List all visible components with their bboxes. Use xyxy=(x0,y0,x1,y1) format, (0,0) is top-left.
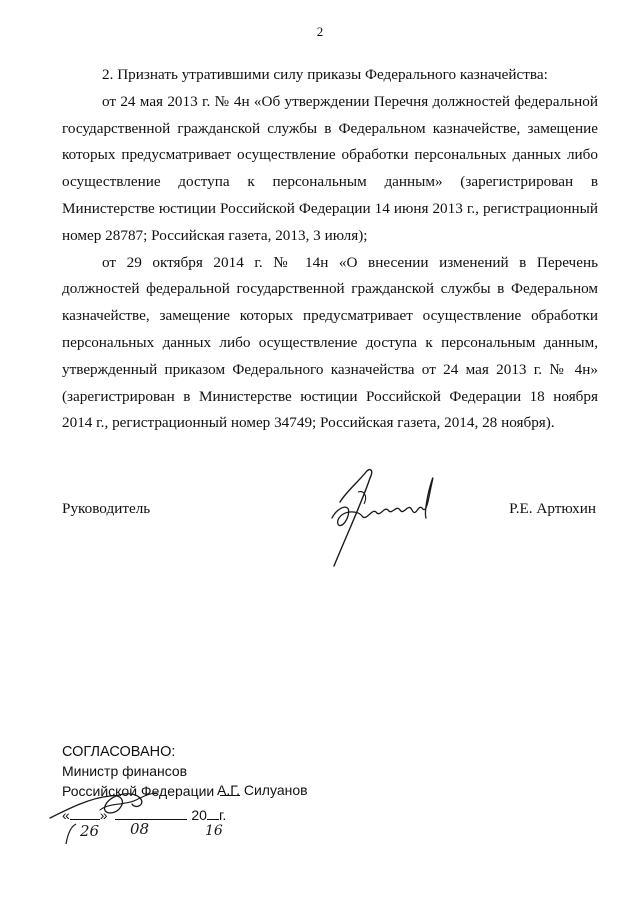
signer-title: Руководитель xyxy=(62,500,151,517)
handwritten-date xyxy=(62,818,252,848)
paragraph-order-2013: от 24 мая 2013 г. № 4н «Об утверждении Перечня должностей федеральной государственной гражданской службы в Федеральном казначействе, замещение которых предусматривает осуществление обработки персональных данных либо осуществление доступа к персональным данным» (зарегистрирован в Министерстве юстиции Российской Федерации 14 июня 2013 г., регистрационный номер 28787; Российская газета, 2013, 3 июля); xyxy=(62,92,598,244)
date-year-prefix: 20 xyxy=(191,807,207,823)
date-day-handwritten: 26 xyxy=(80,822,100,840)
document-body xyxy=(62,62,598,437)
date-month-handwritten: 08 xyxy=(130,820,150,838)
handwritten-signature xyxy=(318,462,448,572)
date-open-quote: « xyxy=(62,807,70,823)
page-number: 2 xyxy=(316,24,324,39)
approval-position-line1: Министр финансов xyxy=(62,763,188,779)
paragraph-order-2014: от 29 октября 2014 г. № 14н «О внесении изменений в Перечень должностей федеральной государственной гражданской службы в Федеральном казначействе, замещение которых предусматривает осуществление обработки персональных данных либо осуществление доступа к персональным данным, утвержденный приказом Федерального казначейства от 24 мая 2013 г. № 4н» (зарегистрирован в Министерстве юстиции Российской Федерации 18 ноября 2014 г., регистрационный номер 34749; Российская газета, 2014, 28 ноября). xyxy=(62,253,598,432)
date-suffix: г. xyxy=(218,807,227,823)
date-year-handwritten: 16 xyxy=(205,823,223,839)
paragraph-item-2: 2. Признать утратившими силу приказы Федерального казначейства: xyxy=(102,66,548,83)
approval-minister-name: А.Г. Силуанов xyxy=(217,782,308,798)
approval-heading: СОГЛАСОВАНО: xyxy=(62,744,176,760)
approval-position-line2: Российской Федерации xyxy=(62,783,215,799)
date-close-quote: » xyxy=(99,807,108,823)
signer-name: Р.Е. Артюхин xyxy=(509,500,596,517)
